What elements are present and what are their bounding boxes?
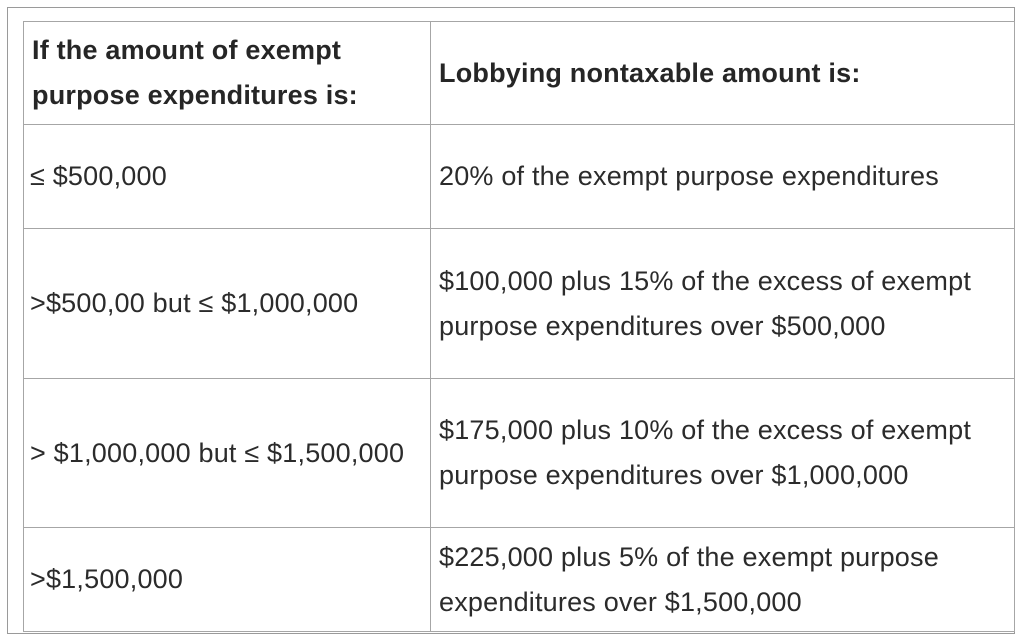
cell-expenditures: > $1,000,000 but ≤ $1,500,000 [24, 379, 431, 528]
cell-nontaxable: $175,000 plus 10% of the excess of exempt purpose expenditures over $1,000,000 [431, 379, 1015, 528]
cell-nontaxable: $100,000 plus 15% of the excess of exempt purpose expenditures over $500,000 [431, 229, 1015, 379]
cell-expenditures: ≤ $500,000 [24, 125, 431, 229]
header-nontaxable-amount: Lobbying nontaxable amount is: [431, 22, 1015, 125]
cell-nontaxable: $225,000 plus 5% of the exempt purpose expenditures over $1,500,000 [431, 528, 1015, 632]
lobbying-nontaxable-table [23, 21, 1015, 632]
cell-nontaxable: 20% of the exempt purpose expenditures [431, 125, 1015, 229]
table-row [24, 229, 1015, 379]
table-row [24, 125, 1015, 229]
table-header-row [24, 22, 1015, 125]
table-frame [7, 7, 1015, 634]
table-row [24, 528, 1015, 632]
header-expenditures: If the amount of exempt purpose expenditures is: [24, 22, 431, 125]
cell-expenditures: >$1,500,000 [24, 528, 431, 632]
table-row [24, 379, 1015, 528]
cell-expenditures: >$500,00 but ≤ $1,000,000 [24, 229, 431, 379]
